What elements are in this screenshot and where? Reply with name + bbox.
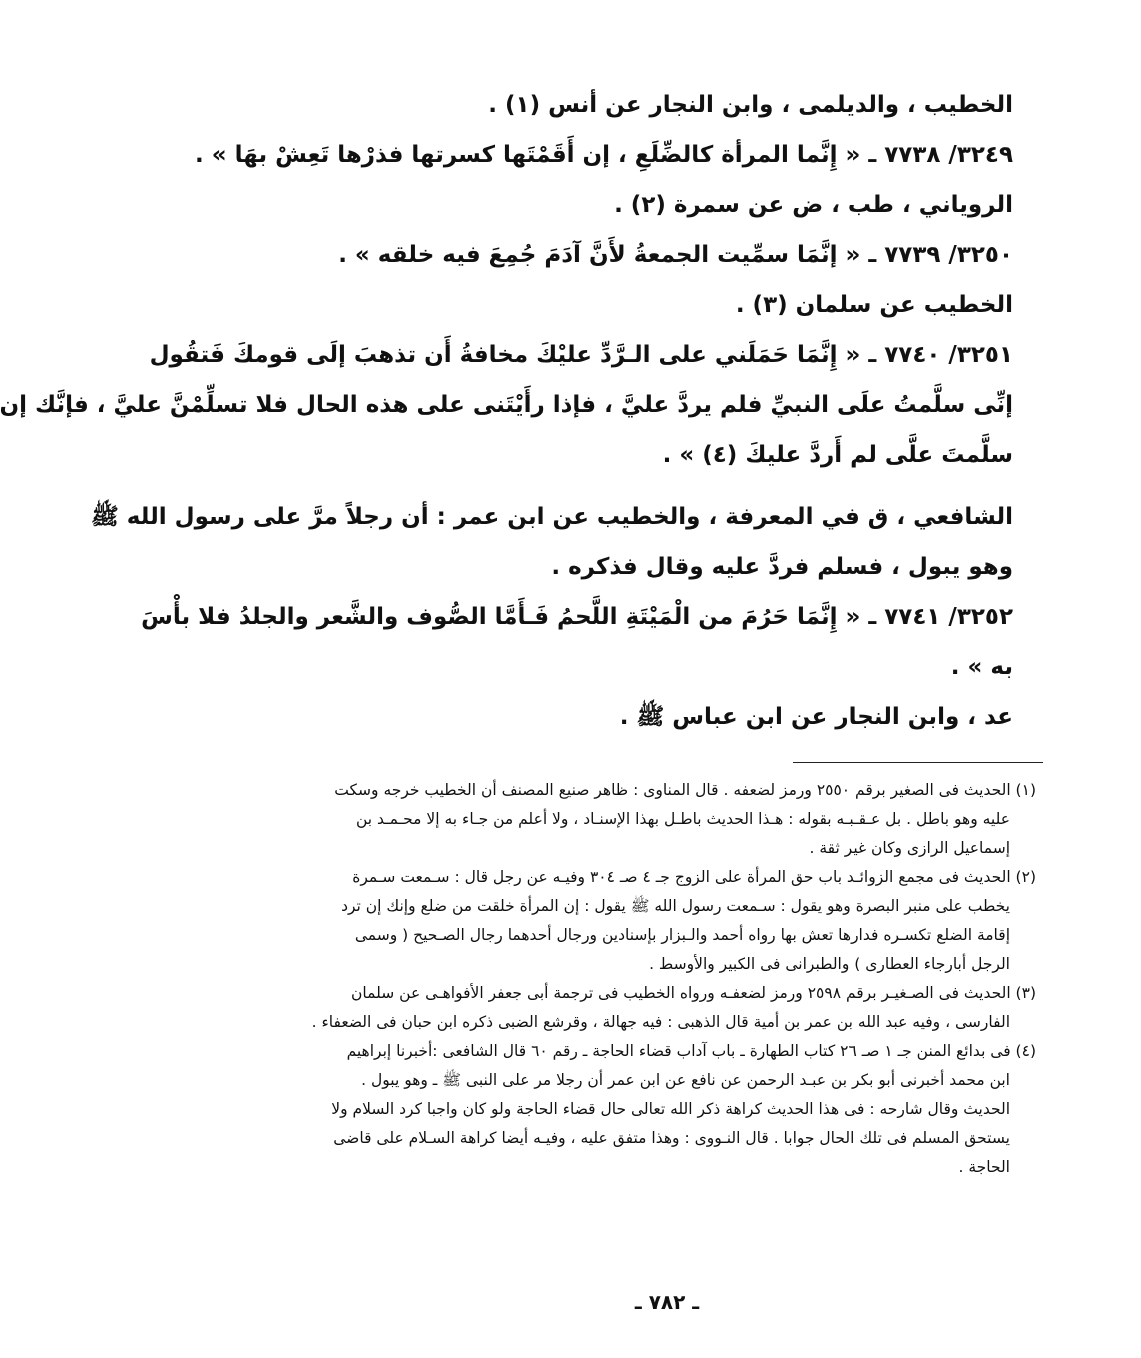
hadith-line: ٣٢٤٩/ ٧٧٣٨ ـ « إِنَّما المرأة كالضِّلَعِ ، إن أَقَمْتَها كسرتها فذرْها تَعِشْ بهَا » . — [195, 142, 1013, 168]
hadith-line-continued: إنِّى سلَّمتُ علَى النبيِّ فلم يردَّ عليَّ ، فإذا رأَيْتَنى على هذه الحال فلا تسلِّمْنَّ عليَّ ، فإنَّك إن — [0, 392, 1013, 418]
footnote-4-continued: يستحق المسلم فى تلك الحال جوابا . قال النـووى : وهذا متفق عليه ، وفيـه أيضا كراهة السـلام على قاضى — [333, 1129, 1010, 1147]
source-line-continued: وهو يبول ، فسلم فردَّ عليه وقال فذكره . — [551, 554, 1013, 580]
hadith-line: ٣٢٥٢/ ٧٧٤١ ـ « إِنَّمَا حَرُمَ من الْمَيْتَةِ اللَّحمُ فَـأَمَّا الصُّوف والشَّعر والجلدُ فلا بأْسَ — [141, 604, 1013, 630]
footnote-1-continued: عليه وهو باطل . بل عـقـبـه بقوله : هـذا الحديث باطـل بهذا الإسنـاد ، ولا أعلم من جـاء به إلا محـمـد بن — [355, 810, 1010, 828]
footnote-3: (٣) الحديث فى الصـغيـر برقم ٢٥٩٨ ورمز لضعفـه ورواه الخطيب فى ترجمة أبى جعفر الأفواهـى عن سلمان — [351, 984, 1036, 1002]
footnote-2: (٢) الحديث فى مجمع الزوائـد باب حق المرأة على الزوج جـ ٤ صـ ٣٠٤ وفيـه عن رجل قال : سـمعت سـمرة — [352, 868, 1036, 886]
footnote-2-continued: إقامة الضلع تكسـره فدارها تعش بها رواه أحمد والـبزار بإسنادين ورجال أحدهما رجال الصـحيح ( وسمى — [354, 926, 1010, 944]
main-text — [0, 80, 1013, 742]
footnote-4-continued: الحاجة . — [958, 1158, 1010, 1176]
source-line: الروياني ، طب ، ض عن سمرة (٢) . — [614, 192, 1013, 218]
source-line: عد ، وابن النجار عن ابن عباس ﷺ . — [619, 704, 1013, 730]
hadith-line-continued: سلَّمتَ علَّى لم أَردَّ عليكَ (٤) » . — [662, 442, 1013, 468]
footnote-1-continued: إسماعيل الرازى وكان غير ثقة . — [809, 839, 1010, 857]
page-number: ـ ٧٨٢ ـ — [634, 1290, 700, 1314]
footnote-4-continued: الحديث وقال شارحه : فى هذا الحديث كراهة ذكر الله تعالى حال قضاء الحاجة ولو كان واجبا كرد السلام ولا — [331, 1100, 1010, 1118]
main-line: الخطيب ، والديلمى ، وابن النجار عن أنس (١) . — [488, 92, 1013, 118]
footnotes — [281, 776, 1036, 1182]
footnote-3-continued: الفارسى ، وفيه عبد الله بن عمر بن أمية قال الذهبى : فيه جهالة ، وقرشع الضبى ذكره ابن حبان فى الضعفاء . — [311, 1013, 1010, 1031]
footnote-4: (٤) فى بدائع المنن جـ ١ صـ ٢٦ كتاب الطهارة ـ باب آداب قضاء الحاجة ـ رقم ٦٠ قال الشافعى :أخبرنا إبراهيم — [346, 1042, 1036, 1060]
footnote-divider — [793, 762, 1043, 763]
hadith-line: ٣٢٥١/ ٧٧٤٠ ـ « إِنَّمَا حَمَلَني على الـرَّدِّ عليْكَ مخافةُ أَن تذهبَ إلَى قومكَ فَتقُول — [149, 342, 1013, 368]
source-line: الشافعي ، ق في المعرفة ، والخطيب عن ابن عمر : أن رجلاً مرَّ على رسول الله ﷺ — [91, 504, 1013, 530]
footnote-1: (١) الحديث فى الصغير برقم ٢٥٥٠ ورمز لضعفه . قال المناوى : ظاهر صنيع المصنف أن الخطيب خرجه وسكت — [334, 781, 1036, 799]
hadith-line-continued: به » . — [950, 654, 1013, 680]
footnote-4-continued: ابن محمد أخبرنى أبو بكر بن عبـد الرحمن عن نافع عن ابن عمر أن رجلا مر على النبى ﷺ ـ وهو يبول . — [361, 1071, 1010, 1089]
footnote-2-continued: يخطب على منبر البصرة وهو يقول : سـمعت رسول الله ﷺ يقول : إن المرأة خلقت من ضلع وإنك إن ترد — [341, 897, 1010, 915]
footnote-2-continued: الرجل أبارجاء العطارى ) والطبرانى فى الكبير والأوسط . — [649, 955, 1010, 973]
hadith-line: ٣٢٥٠/ ٧٧٣٩ ـ « إنَّمَا سمِّيت الجمعةُ لأَنَّ آدَمَ جُمِعَ فيه خلقه » . — [338, 242, 1013, 268]
source-line: الخطيب عن سلمان (٣) . — [735, 292, 1013, 318]
